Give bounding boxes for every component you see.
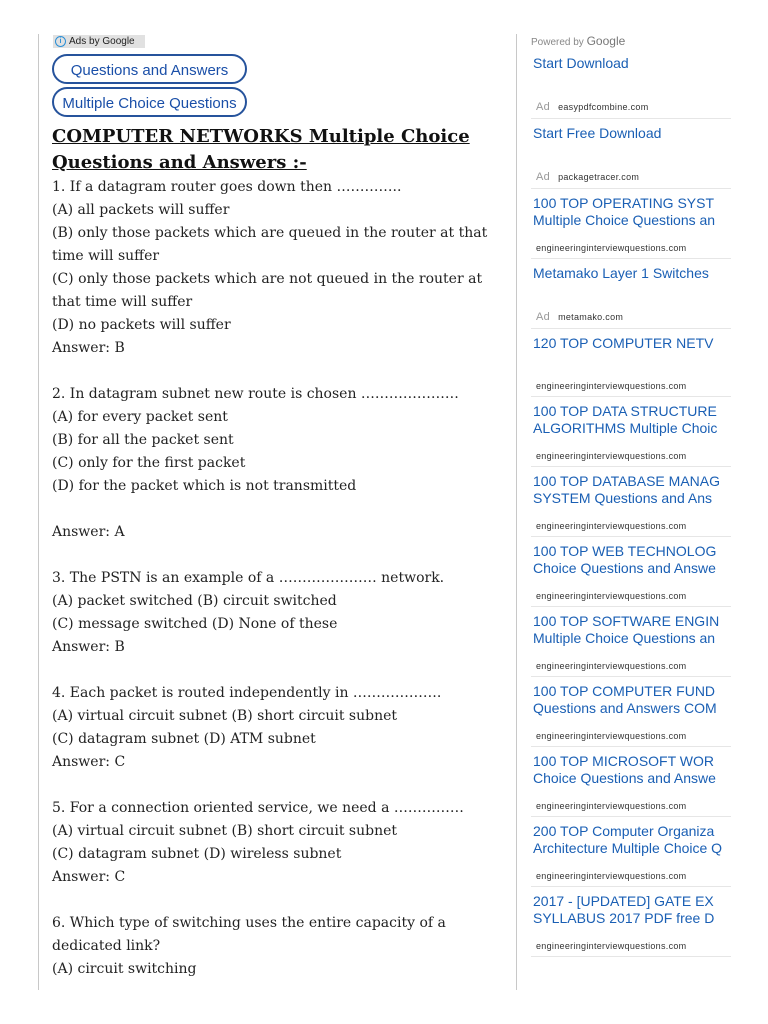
powered-by-label: Powered by <box>531 37 584 48</box>
ad-domain[interactable] <box>531 282 731 328</box>
question-line: 3. The PSTN is an example of a ………………… network. <box>52 570 445 586</box>
ad-domain-text: engineeringinterviewquestions.com <box>536 801 687 811</box>
ad-title-line[interactable]: 100 TOP DATA STRUCTURE <box>533 403 717 419</box>
ad-item[interactable] <box>531 51 731 119</box>
ad-item[interactable] <box>531 259 731 329</box>
ad-title-link[interactable] <box>531 189 731 229</box>
option-line: (A) virtual circuit subnet (B) short circuit subnet <box>52 823 398 839</box>
article-title-line-1: COMPUTER NETWORKS Multiple Choice <box>52 126 470 147</box>
ad-title-line[interactable]: Start Download <box>533 55 629 71</box>
option-line: (B) for all the packet sent <box>52 432 234 448</box>
question-line: 6. Which type of switching uses the entire capacity of a <box>52 915 446 931</box>
ad-domain[interactable] <box>531 507 731 536</box>
ad-domain-text: engineeringinterviewquestions.com <box>536 451 687 461</box>
ad-title-link[interactable] <box>531 747 731 787</box>
ad-title-line[interactable]: 100 TOP COMPUTER FUND <box>533 683 716 699</box>
ad-domain-text: engineeringinterviewquestions.com <box>536 591 687 601</box>
ad-title-link[interactable] <box>531 677 731 717</box>
ads-by-google-label: Ads by Google <box>69 36 135 47</box>
ad-domain[interactable] <box>531 787 731 816</box>
ad-title-link[interactable] <box>531 817 731 857</box>
ad-domain-text: engineeringinterviewquestions.com <box>536 243 687 253</box>
ad-title-link[interactable] <box>531 887 731 927</box>
ad-title-line[interactable]: 120 TOP COMPUTER NETV <box>533 335 714 351</box>
blank-line <box>52 774 500 797</box>
option-line: (A) virtual circuit subnet (B) short circuit subnet <box>52 708 398 724</box>
ad-title-link[interactable] <box>531 537 731 577</box>
info-icon[interactable]: i <box>55 36 66 47</box>
ad-item[interactable] <box>531 677 731 747</box>
question-line: dedicated link? <box>52 938 161 954</box>
ad-title-link[interactable] <box>531 397 731 437</box>
answer-line: Answer: B <box>52 639 125 655</box>
ad-title-link[interactable] <box>531 119 731 142</box>
option-line: (A) all packets will suffer <box>52 202 230 218</box>
ad-title-link[interactable] <box>531 467 731 507</box>
ad-title-line[interactable]: ALGORITHMS Multiple Choic <box>533 420 718 436</box>
option-line: (A) circuit switching <box>52 961 197 977</box>
ad-item[interactable] <box>531 537 731 607</box>
ad-item[interactable] <box>531 467 731 537</box>
question-line: 4. Each packet is routed independently in ………………. <box>52 685 442 701</box>
ad-title-line[interactable]: Start Free Download <box>533 125 662 141</box>
ad-domain-text: engineeringinterviewquestions.com <box>536 731 687 741</box>
ad-domain-text: engineeringinterviewquestions.com <box>536 381 687 391</box>
ad-sidebar <box>531 33 731 957</box>
blank-line <box>52 659 500 682</box>
ad-domain[interactable] <box>531 229 731 258</box>
ad-title-line[interactable]: 200 TOP Computer Organiza <box>533 823 715 839</box>
ad-domain-text: engineeringinterviewquestions.com <box>536 941 687 951</box>
answer-line: Answer: C <box>52 754 126 770</box>
question-line: that time will suffer <box>52 294 193 310</box>
ad-domain-text: easypdfcombine.com <box>558 102 649 112</box>
ad-item[interactable] <box>531 747 731 817</box>
article-title-line-2: Questions and Answers :- <box>52 152 307 173</box>
ad-item[interactable] <box>531 397 731 467</box>
option-line: (C) message switched (D) None of these <box>52 616 338 632</box>
ad-list <box>531 51 731 957</box>
article-body <box>52 176 500 981</box>
ad-domain[interactable] <box>531 352 731 396</box>
left-border <box>38 34 39 990</box>
blank-line <box>52 889 500 912</box>
ad-title-line[interactable]: 100 TOP WEB TECHNOLOG <box>533 543 717 559</box>
ad-domain[interactable] <box>531 142 731 188</box>
ad-title-line[interactable]: Metamako Layer 1 Switches <box>533 265 709 281</box>
ad-title-link[interactable] <box>531 259 731 282</box>
ad-title-line[interactable]: 100 TOP OPERATING SYST <box>533 195 715 211</box>
ad-item[interactable] <box>531 119 731 189</box>
google-logo: Google <box>586 34 626 48</box>
question-line: 5. For a connection oriented service, we need a …………… <box>52 800 464 816</box>
answer-line: Answer: C <box>52 869 126 885</box>
option-line: (C) only for the first packet <box>52 455 246 471</box>
ad-tag: Ad <box>536 171 551 183</box>
ad-item[interactable] <box>531 887 731 957</box>
ad-title-link[interactable] <box>531 51 731 72</box>
ad-domain[interactable] <box>531 717 731 746</box>
ad-domain-text: engineeringinterviewquestions.com <box>536 661 687 671</box>
question-line: time will suffer <box>52 248 160 264</box>
blank-line <box>52 360 500 383</box>
ad-title-line[interactable]: Choice Questions and Answe <box>533 560 716 576</box>
option-line: (B) only those packets which are queued in the router at that <box>52 225 488 241</box>
option-line: (C) only those packets which are not queued in the router at <box>52 271 483 287</box>
ad-item[interactable] <box>531 607 731 677</box>
answer-line: Answer: B <box>52 340 125 356</box>
option-line: (C) datagram subnet (D) ATM subnet <box>52 731 316 747</box>
ad-title-line[interactable]: 100 TOP DATABASE MANAG <box>533 473 720 489</box>
ad-domain[interactable] <box>531 72 731 118</box>
ad-title-line[interactable]: Choice Questions and Answe <box>533 770 716 786</box>
blank-line <box>52 544 500 567</box>
ad-domain[interactable] <box>531 857 731 886</box>
ad-domain[interactable] <box>531 577 731 606</box>
ad-title-link[interactable] <box>531 607 731 647</box>
powered-by-google <box>531 33 731 51</box>
ad-title-line[interactable]: Architecture Multiple Choice Q <box>533 840 723 856</box>
ad-tag: Ad <box>536 101 551 113</box>
answer-line: Answer: A <box>52 524 125 540</box>
ad-domain-text: engineeringinterviewquestions.com <box>536 521 687 531</box>
ads-by-google-badge[interactable] <box>53 35 145 48</box>
ad-title-line[interactable]: Questions and Answers COM <box>533 700 717 716</box>
multiple-choice-questions-button[interactable]: Multiple Choice Questions <box>52 87 247 117</box>
option-line: (D) no packets will suffer <box>52 317 231 333</box>
question-line: 2. In datagram subnet new route is chosen ………………… <box>52 386 459 402</box>
ad-title-line[interactable]: Multiple Choice Questions an <box>533 212 716 228</box>
ad-domain[interactable] <box>531 927 731 956</box>
ad-title-line[interactable]: 100 TOP MICROSOFT WOR <box>533 753 715 769</box>
ad-title-link[interactable] <box>531 329 731 352</box>
ad-domain-text: engineeringinterviewquestions.com <box>536 871 687 881</box>
ad-title-line[interactable]: Multiple Choice Questions an <box>533 630 716 646</box>
ad-title-line[interactable]: 100 TOP SOFTWARE ENGIN <box>533 613 720 629</box>
ad-title-line[interactable]: 2017 - [UPDATED] GATE EX <box>533 893 714 909</box>
option-line: (C) datagram subnet (D) wireless subnet <box>52 846 342 862</box>
article-content <box>52 124 500 981</box>
option-line: (A) for every packet sent <box>52 409 228 425</box>
question-line: 1. If a datagram router goes down then ………….. <box>52 179 402 195</box>
ad-item[interactable] <box>531 189 731 259</box>
option-line: (A) packet switched (B) circuit switched <box>52 593 337 609</box>
ad-separator <box>531 956 731 957</box>
ad-item[interactable] <box>531 817 731 887</box>
column-divider <box>516 34 517 990</box>
ad-title-line[interactable]: SYSTEM Questions and Ans <box>533 490 712 506</box>
option-line: (D) for the packet which is not transmitted <box>52 478 357 494</box>
questions-and-answers-button[interactable]: Questions and Answers <box>52 54 247 84</box>
ad-domain[interactable] <box>531 647 731 676</box>
ad-domain-text: metamako.com <box>558 312 624 322</box>
ad-tag: Ad <box>536 311 551 323</box>
ad-domain-text: packagetracer.com <box>558 172 640 182</box>
ad-item[interactable] <box>531 329 731 397</box>
ad-domain[interactable] <box>531 437 731 466</box>
ad-title-line[interactable]: SYLLABUS 2017 PDF free D <box>533 910 715 926</box>
blank-line <box>52 498 500 521</box>
